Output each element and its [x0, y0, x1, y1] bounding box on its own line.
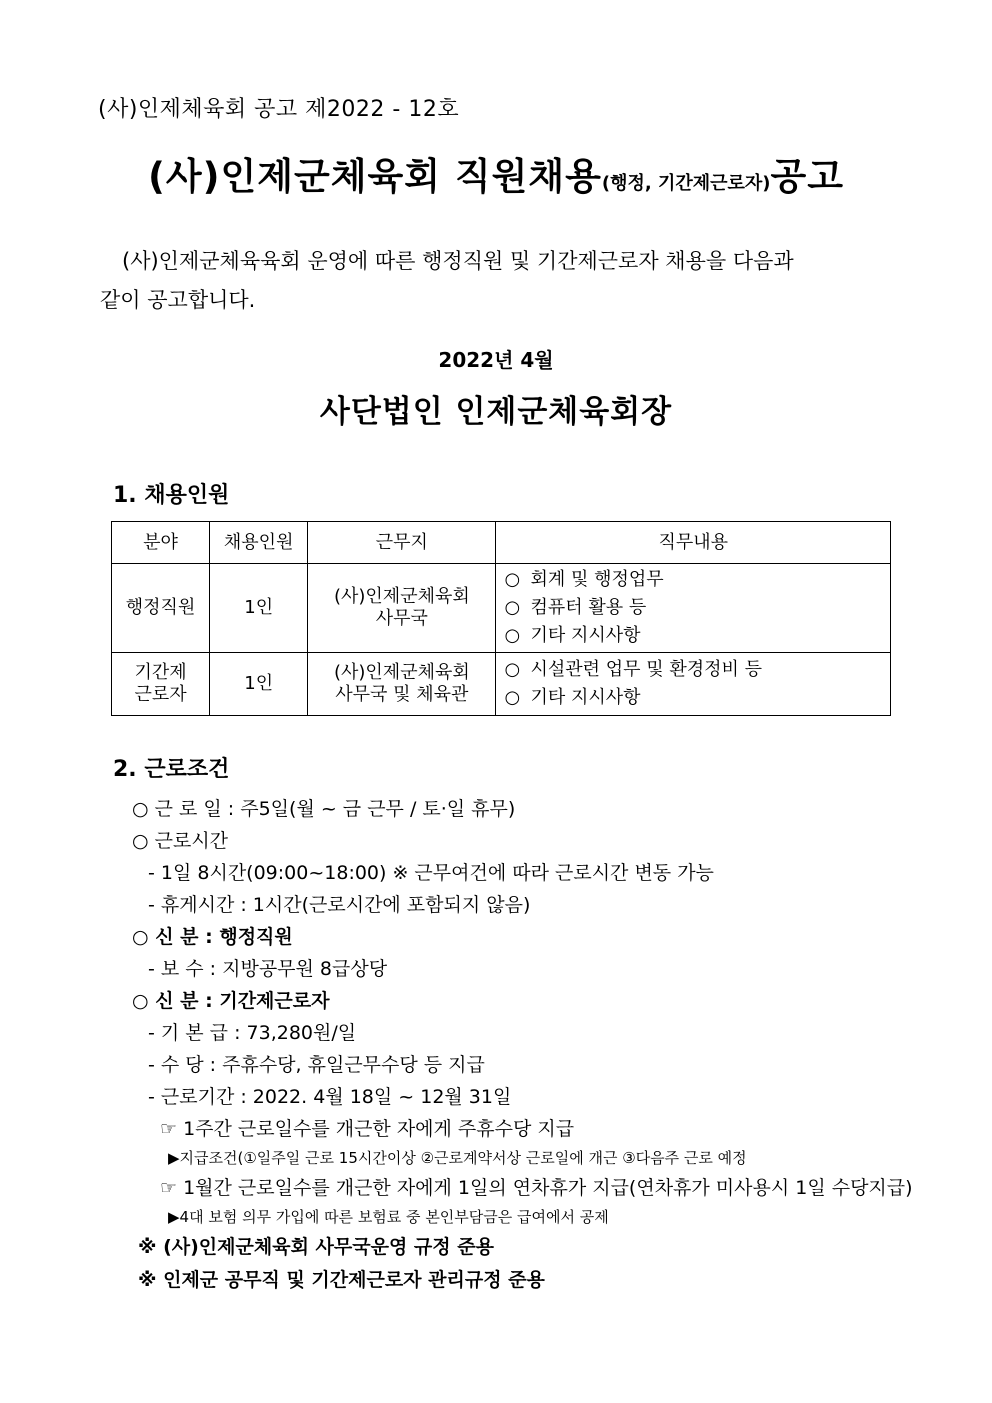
duty-text: 기타 지시사항	[530, 687, 641, 708]
count-cell: 1인	[210, 653, 308, 716]
rule-office: ※ (사)인제군체육회 사무국운영 규정 준용	[138, 1236, 494, 1258]
table-row	[112, 564, 891, 653]
note-insurance: ▶4대 보험 의무 가입에 따른 보험료 중 본인부담금은 급여에서 공제	[168, 1208, 609, 1226]
note-annual-leave: ☞ 1월간 근로일수를 개근한 자에게 1일의 연차휴가 지급(연차휴가 미사용시 1일 수당지급)	[160, 1177, 913, 1199]
intro-line-1: (사)인제군체육육회 운영에 따른 행정직원 및 기간제근로자 채용을 다음과	[122, 249, 794, 273]
duty-cell	[496, 564, 891, 653]
condition-pay-admin: - 보 수 : 지방공무원 8급상당	[148, 958, 388, 980]
note-weekly-allowance: ☞ 1주간 근로일수를 개근한 자에게 주휴수당 지급	[160, 1118, 575, 1140]
location-cell	[308, 653, 496, 716]
section-1-heading: 1. 채용인원	[113, 483, 230, 508]
field-cell: 행정직원	[112, 564, 210, 653]
location-line: (사)인제군체육회	[333, 662, 470, 683]
document-title	[0, 146, 992, 200]
title-main-suffix: 공고	[770, 155, 845, 198]
rule-management: ※ 인제군 공무직 및 기간제근로자 관리규정 준용	[138, 1269, 545, 1291]
column-header: 근무지	[308, 522, 496, 564]
condition-allowance: - 수 당 : 주휴수당, 휴일근무수당 등 지급	[148, 1054, 485, 1076]
section-2-heading: 2. 근로조건	[113, 757, 230, 782]
notice-date: 2022년 4월	[438, 348, 554, 372]
condition-status-contract: ○ 신 분 : 기간제근로자	[132, 990, 330, 1012]
intro-paragraph	[100, 242, 890, 320]
table-header-row	[112, 522, 891, 564]
organization-name: 사단법인 인제군체육회장	[319, 394, 673, 430]
duty-item	[504, 684, 890, 712]
condition-base-pay: - 기 본 급 : 73,280원/일	[148, 1022, 357, 1044]
title-main-prefix: (사)인제군체육회 직원채용	[147, 155, 602, 198]
condition-break: - 휴게시간 : 1시간(근로시간에 포함되지 않음)	[148, 894, 531, 916]
location-line: 사무국	[375, 608, 428, 629]
column-header: 분야	[112, 522, 210, 564]
bullet: ○	[504, 625, 521, 646]
duty-item	[504, 594, 890, 622]
notice-number: (사)인제체육회 공고 제2022 - 12호	[98, 97, 460, 122]
bullet: ○	[504, 569, 521, 590]
note-payment-conditions: ▶지급조건(①일주일 근로 15시간이상 ②근로계약서상 근로일에 개근 ③다음주 근로 예정	[168, 1149, 747, 1167]
recruitment-table	[111, 521, 891, 716]
intro-line-2: 같이 공고합니다.	[100, 288, 256, 312]
title-sub: (행정, 기간제근로자)	[601, 173, 771, 194]
condition-period: - 근로기간 : 2022. 4월 18일 ~ 12월 31일	[148, 1086, 512, 1108]
duty-item	[504, 656, 890, 684]
condition-status-admin: ○ 신 분 : 행정직원	[132, 926, 293, 948]
bullet: ○	[504, 659, 521, 680]
table-row	[112, 653, 891, 716]
count-cell: 1인	[210, 564, 308, 653]
field-cell	[112, 653, 210, 716]
duty-text: 기타 지시사항	[530, 625, 641, 646]
column-header: 채용인원	[210, 522, 308, 564]
duty-cell	[496, 653, 891, 716]
condition-hours-title: ○ 근로시간	[132, 830, 229, 852]
field-line: 기간제	[134, 662, 187, 683]
bullet: ○	[504, 687, 521, 708]
duty-item	[504, 566, 890, 594]
duty-text: 시설관련 업무 및 환경정비 등	[530, 659, 763, 680]
duty-text: 컴퓨터 활용 등	[530, 597, 647, 618]
condition-workdays: ○ 근 로 일 : 주5일(월 ~ 금 근무 / 토·일 휴무)	[132, 798, 516, 820]
duty-item	[504, 622, 890, 650]
field-line: 근로자	[134, 684, 187, 705]
location-line: 사무국 및 체육관	[335, 684, 469, 705]
location-cell	[308, 564, 496, 653]
duty-text: 회계 및 행정업무	[530, 569, 664, 590]
location-line: (사)인제군체육회	[333, 586, 470, 607]
bullet: ○	[504, 597, 521, 618]
condition-hours-detail: - 1일 8시간(09:00~18:00) ※ 근무여건에 따라 근로시간 변동 가능	[148, 862, 714, 884]
column-header: 직무내용	[496, 522, 891, 564]
